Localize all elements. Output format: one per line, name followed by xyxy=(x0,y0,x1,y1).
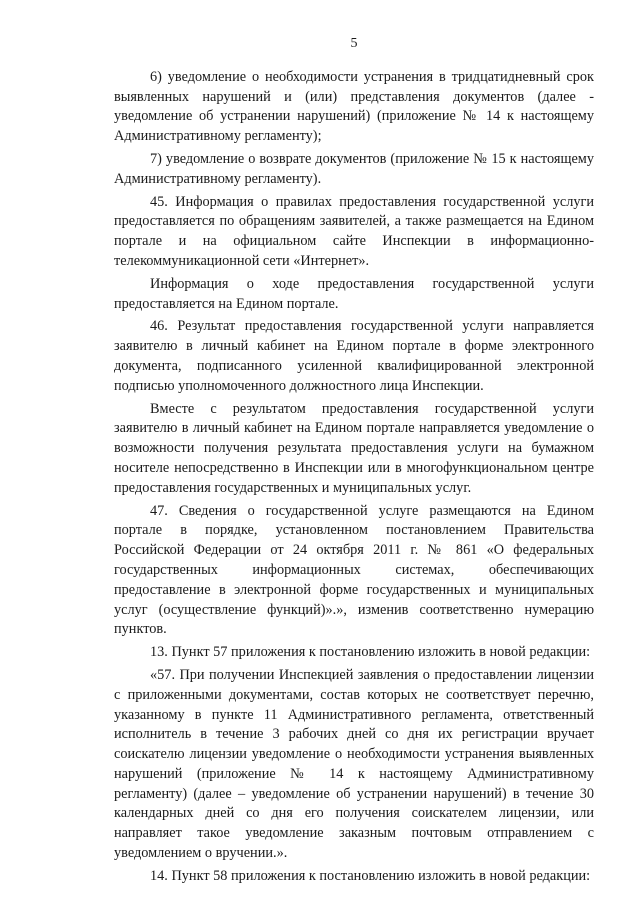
paragraph-13: 13. Пункт 57 приложения к постановлению изложить в новой редакции: xyxy=(150,644,591,661)
paragraph-57-quote: «57. При получении Инспекцией заявления о предоставлении лицензии с приложенными документами, состав которых не соответствует перечню, указанному в пункте 11 Административного регламента, ответственный исполнитель в течение 3 рабочих дней со дня их регистрации вручает соискателю лицензии уведомление о необходимости устранения выявленных нарушений (приложение № 14 к настоящему Административному регламенту) (далее – уведомление об устранении нарушений) в течение 30 календарных дней со дня его получения соискателем лицензии, или направляет такое уведомление заказным почтовым отправлением с уведомлением о вручении.». xyxy=(114,666,594,862)
paragraph-14: 14. Пункт 58 приложения к постановлению изложить в новой редакции: xyxy=(150,867,591,884)
paragraph-46: 46. Результат предоставления государственной услуги направляется заявителю в личный кабинет на Едином портале в форме электронного документа, подписанного усиленной квалифицированной электронной подписью уполномоченного должностного лица Инспекции. xyxy=(114,318,594,394)
paragraph-45-info: Информация о ходе предоставления государственной услуги предоставляется на Едином портале. xyxy=(114,275,594,312)
paragraph-46-notice: Вместе с результатом предоставления государственной услуги заявителю в личный кабинет на Едином портале направляется уведомление о возможности получения результата предоставления услуги на бумажном носителе непосредственно в Инспекции или в многофункциональном центре предоставления государственных и муниципальных услуг. xyxy=(114,400,594,496)
paragraph-47: 47. Сведения о государственной услуге размещаются на Едином портале в порядке, установленном постановлением Правительства Российской Федерации от 24 октября 2011 г. № 861 «О федеральных государственных информационных системах, обеспечивающих предоставление в электронной форме государственных и муниципальных услуг (осуществление функций)».», изменив соответственно нумерацию пунктов. xyxy=(114,502,594,638)
paragraph-45: 45. Информация о правилах предоставления государственной услуги предоставляется по обращениям заявителей, а также размещается на Едином портале и на официальном сайте Инспекции в информационно-телекоммуникационной сети «Интернет». xyxy=(114,193,594,269)
page-number: 5 xyxy=(350,36,358,51)
paragraph-item-7: 7) уведомление о возврате документов (приложение № 15 к настоящему Административному регламенту). xyxy=(114,150,594,187)
paragraph-item-6: 6) уведомление о необходимости устранения в тридцатидневный срок выявленных нарушений и (или) представления документов (далее - уведомление об устранении нарушений) (приложение № 14 к настоящему Административному регламенту); xyxy=(114,68,594,145)
